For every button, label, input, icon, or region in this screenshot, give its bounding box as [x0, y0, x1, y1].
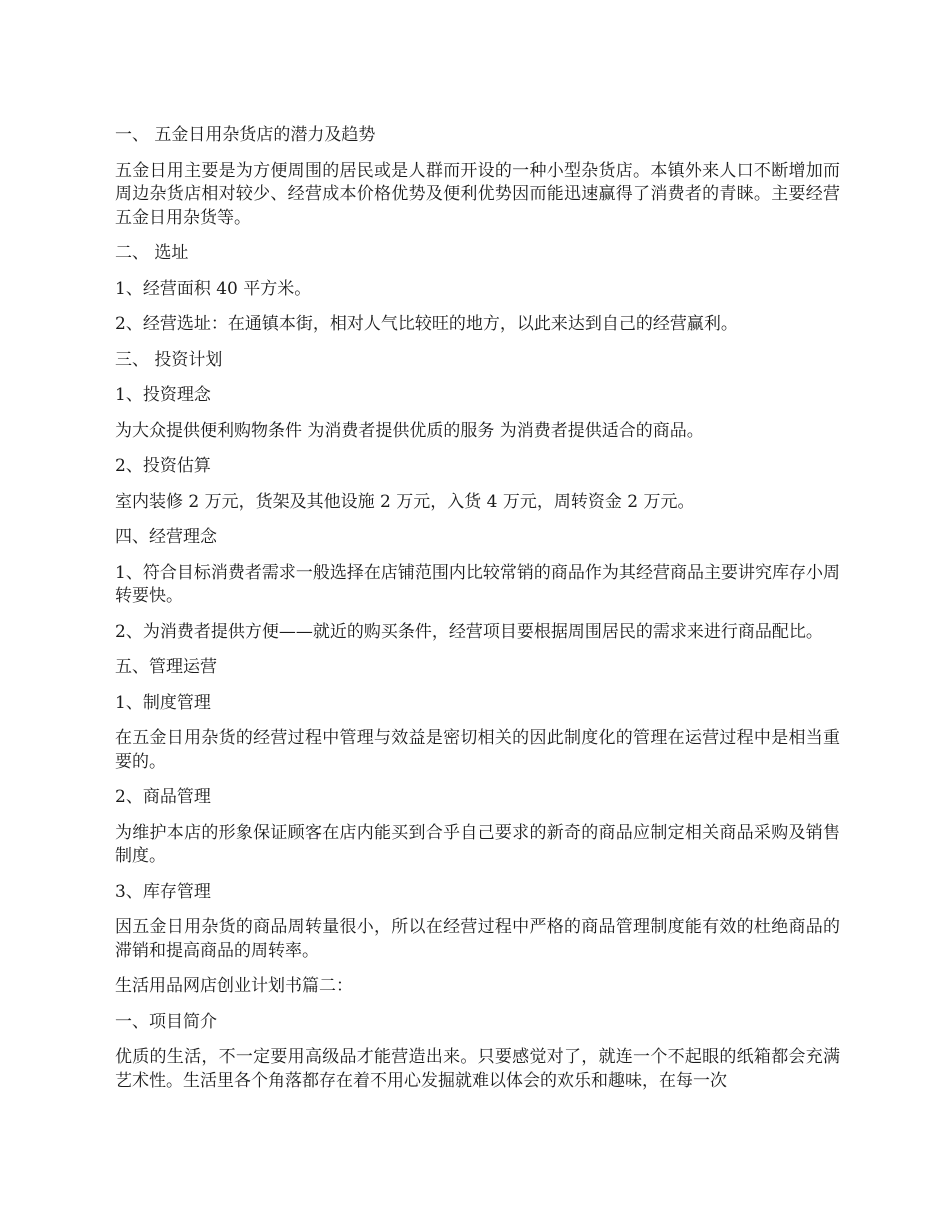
- subheading-investment-concept: 1、投资理念: [115, 385, 211, 405]
- paragraph-potential-body: 五金日用主要是为方便周围的居民或是人群而开设的一种小型杂货店。本镇外来人口不断增加而周边杂货店相对较少、经营成本价格优势及便利优势因而能迅速赢得了消费者的青睐。主要经营五金日用杂货等。: [115, 160, 840, 228]
- document-page: [115, 124, 840, 1105]
- section-heading-potential: 一、 五金日用杂货店的潜力及趋势: [115, 125, 376, 145]
- paragraph-investment-concept: 为大众提供便利购物条件 为消费者提供优质的服务 为消费者提供适合的商品。: [115, 420, 704, 441]
- subheading-product-management: 2、商品管理: [115, 787, 211, 807]
- paragraph-business-concept-2: 2、为消费者提供方便——就近的购买条件，经营项目要根据周围居民的需求来进行商品配比。: [115, 621, 823, 642]
- paragraph-investment-estimate: 室内装修 2 万元，货架及其他设施 2 万元，入货 4 万元，周转资金 2 万元。: [115, 491, 695, 512]
- subheading-inventory-management: 3、库存管理: [115, 881, 211, 902]
- paragraph-inventory-management: 因五金日用杂货的商品周转量很小，所以在经营过程中严格的商品管理制度能有效的杜绝商品的滞销和提高商品的周转率。: [115, 917, 840, 961]
- paragraph-business-concept-1: 1、符合目标消费者需求一般选择在店铺范围内比较常销的商品作为其经营商品主要讲究库存小周转要快。: [115, 562, 840, 606]
- section-heading-location: 二、 选址: [115, 243, 189, 263]
- part-two-title: 生活用品网店创业计划书篇二：: [115, 976, 353, 996]
- paragraph-system-management: 在五金日用杂货的经营过程中管理与效益是密切相关的因此制度化的管理在运营过程中是相当重要的。: [115, 728, 840, 772]
- paragraph-site: 2、经营选址：在通镇本街，相对人气比较旺的地方，以此来达到自己的经营赢利。: [115, 314, 738, 334]
- subheading-investment-estimate: 2、投资估算: [115, 456, 211, 476]
- section-heading-project-intro: 一、项目简介: [115, 1011, 217, 1032]
- paragraph-project-intro: 优质的生活，不一定要用高级品才能营造出来。只要感觉对了，就连一个不起眼的纸箱都会充满艺术性。生活里各个角落都存在着不用心发掘就难以体会的欢乐和趣味，在每一次: [115, 1047, 840, 1091]
- paragraph-product-management: 为维护本店的形象保证顾客在店内能买到合乎自己要求的新奇的商品应制定相关商品采购及销售制度。: [115, 822, 840, 866]
- section-heading-business-concept: 四、经营理念: [115, 527, 217, 547]
- section-heading-management: 五、管理运营: [115, 657, 217, 677]
- paragraph-area: 1、经营面积 40 平方米。: [115, 278, 312, 299]
- section-heading-investment: 三、 投资计划: [115, 349, 223, 370]
- subheading-system-management: 1、制度管理: [115, 692, 211, 713]
